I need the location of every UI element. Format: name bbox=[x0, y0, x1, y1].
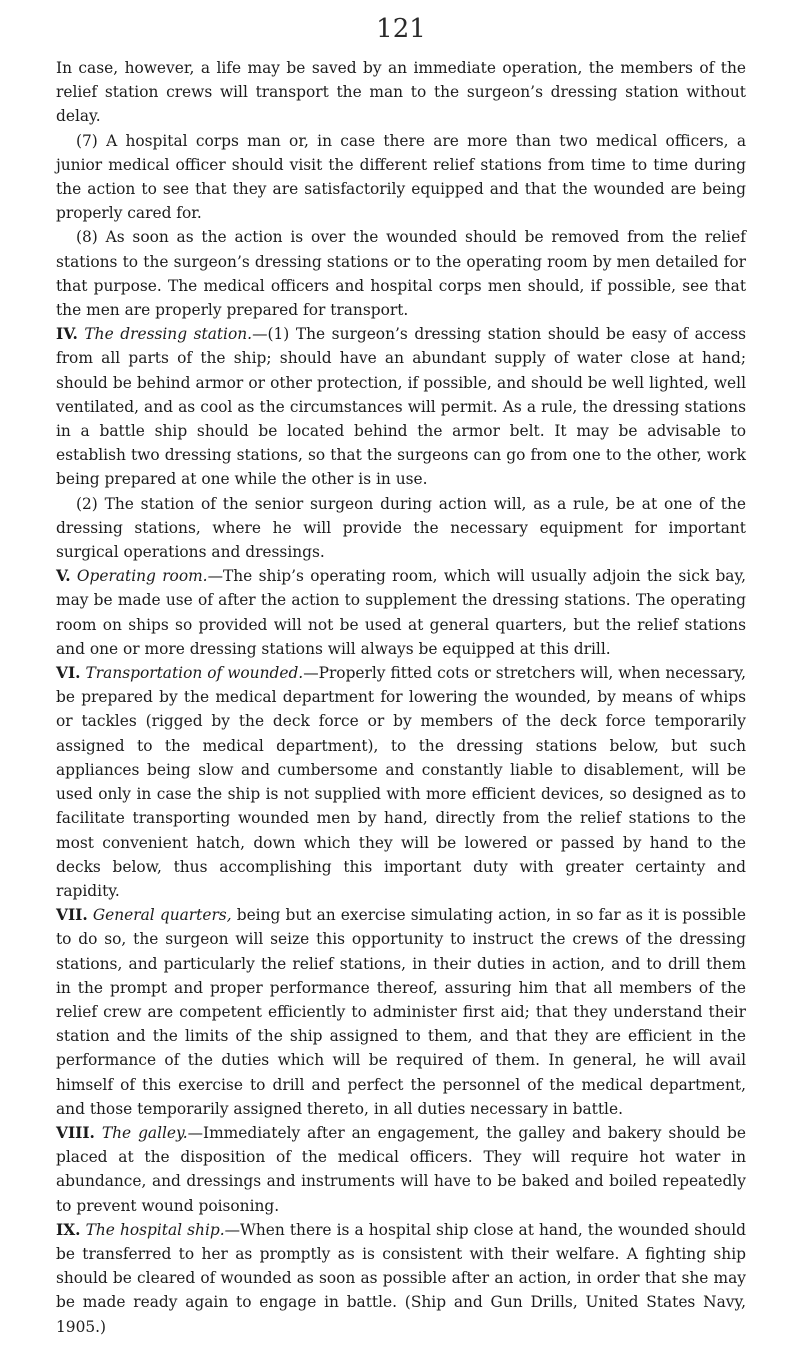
section-number: VI. bbox=[56, 664, 81, 683]
section-galley bbox=[56, 1121, 746, 1218]
section-title: The galley. bbox=[101, 1123, 188, 1142]
section-title: The hospital ship. bbox=[85, 1220, 225, 1239]
section-number: VIII. bbox=[56, 1123, 95, 1142]
page-number: 121 bbox=[376, 14, 426, 44]
section-general-quarters bbox=[56, 903, 746, 1121]
section-number: IX. bbox=[56, 1220, 81, 1239]
section-number: V. bbox=[56, 567, 71, 586]
paragraph-text: In case, however, a life may be saved by an immediate operation, the members of the relief station crews will transport the man to the surgeon’s dressing station without delay. bbox=[56, 59, 746, 126]
paragraph-text: (8) As soon as the action is over the wounded should be removed from the relief stations to the surgeon’s dressing stations or to the operating room by men detailed for that purpose. The medical officers and hospital corps men should, if possible, see that the men are properly prepared for transport. bbox=[56, 228, 746, 320]
paragraph-text: (7) A hospital corps man or, in case there are more than two medical officers, a junior medical officer should visit the different relief stations from time to time during the action to see that they are satisfactorily equipped and that the wounded are being properly cared for. bbox=[56, 131, 746, 223]
paragraph-text: —(1) The surgeon’s dressing station should be easy of access from all parts of the ship; should have an abundant supply of water close at hand; should be behind armor or other protection, if possible, and should be well lighted, well ventilated, and as cool as the circumstances will permit. As a rule, the dressing stations in a battle ship should be located behind the armor belt. It may be advisable to establish two dressing stations, so that the surgeons can go from one to the other, work being prepared at one while the other is in use. bbox=[56, 325, 746, 489]
section-transportation-of-wounded bbox=[56, 661, 746, 903]
paragraph-text: —Immediately after an engagement, the galley and bakery should be placed at the disposition of the medical officers. They will require hot water in abundance, and dressings and instruments will have to be baked and boiled repeatedly to prevent wound poisoning. bbox=[56, 1123, 746, 1215]
section-hospital-ship bbox=[56, 1218, 746, 1339]
section-number: IV. bbox=[56, 325, 78, 344]
paragraph-text: (2) The station of the senior surgeon during action will, as a rule, be at one of the dressing stations, where he will provide the necessary equipment for important surgical operations and dressings. bbox=[56, 494, 746, 562]
section-title: Transportation of wounded. bbox=[85, 664, 304, 683]
document-page bbox=[56, 14, 746, 1339]
paragraph-text: being but an exercise simulating action, in so far as it is possible to do so, the surgeon will seize this opportunity to instruct the crews of the dressing stations, and particularly the relief stations, in their duties in action, and to drill them in the prompt and proper performance thereof, assuring him that all members of the relief crew are competent efficiently to administer first aid; that they understand their station and the limits of the ship assigned to them, and that they are efficient in the performance of the duties which will be required of them. In general, he will avail himself of this exercise to drill and perfect the personnel of the medical department, and those temporarily assigned thereto, in all duties necessary in battle. bbox=[56, 906, 746, 1118]
section-dressing-station bbox=[56, 322, 746, 491]
section-operating-room bbox=[56, 564, 746, 661]
section-title: General quarters, bbox=[92, 906, 232, 925]
paragraph-text: —Properly fitted cots or stretchers will, when necessary, be prepared by the medical department for lowering the wounded, by means of whips or tackles (rigged by the deck force or by members of the deck force temporarily assigned to the medical department), to the dressing stations below, but such appliances being slow and cumbersome and constantly liable to disablement, will be used only in case the ship is not supplied with more efficient devices, so designed as to facilitate transporting wounded men by hand, directly from the relief stations to the most convenient hatch, down which they will be lowered or passed by hand to the decks below, thus accomplishing this important duty with greater certainty and rapidity. bbox=[56, 664, 746, 900]
paragraph-continuation bbox=[56, 56, 746, 129]
section-title: Operating room. bbox=[76, 567, 208, 586]
paragraph-text: —The ship’s operating room, which will usually adjoin the sick bay, may be made use of after the action to supplement the dressing stations. The operating room on ships so provided will not be used at general quarters, but the relief stations and one or more dressing stations will always be equipped at this drill. bbox=[56, 567, 747, 658]
paragraph-relief-visits bbox=[56, 129, 746, 226]
paragraph-senior-surgeon bbox=[56, 492, 746, 565]
page-body bbox=[56, 56, 746, 1339]
paragraph-removal-of-wounded bbox=[56, 225, 746, 322]
section-title: The dressing station. bbox=[84, 325, 253, 344]
section-number: VII. bbox=[56, 906, 88, 925]
paragraph-text: —When there is a hospital ship close at hand, the wounded should be transferred to her as promptly as is consistent with their welfare. A fighting ship should be cleared of wounded as soon as possible after an action, in order that she may be made ready again to engage in battle. (Ship and Gun Drills, United States Navy, 1905.) bbox=[56, 1220, 746, 1336]
